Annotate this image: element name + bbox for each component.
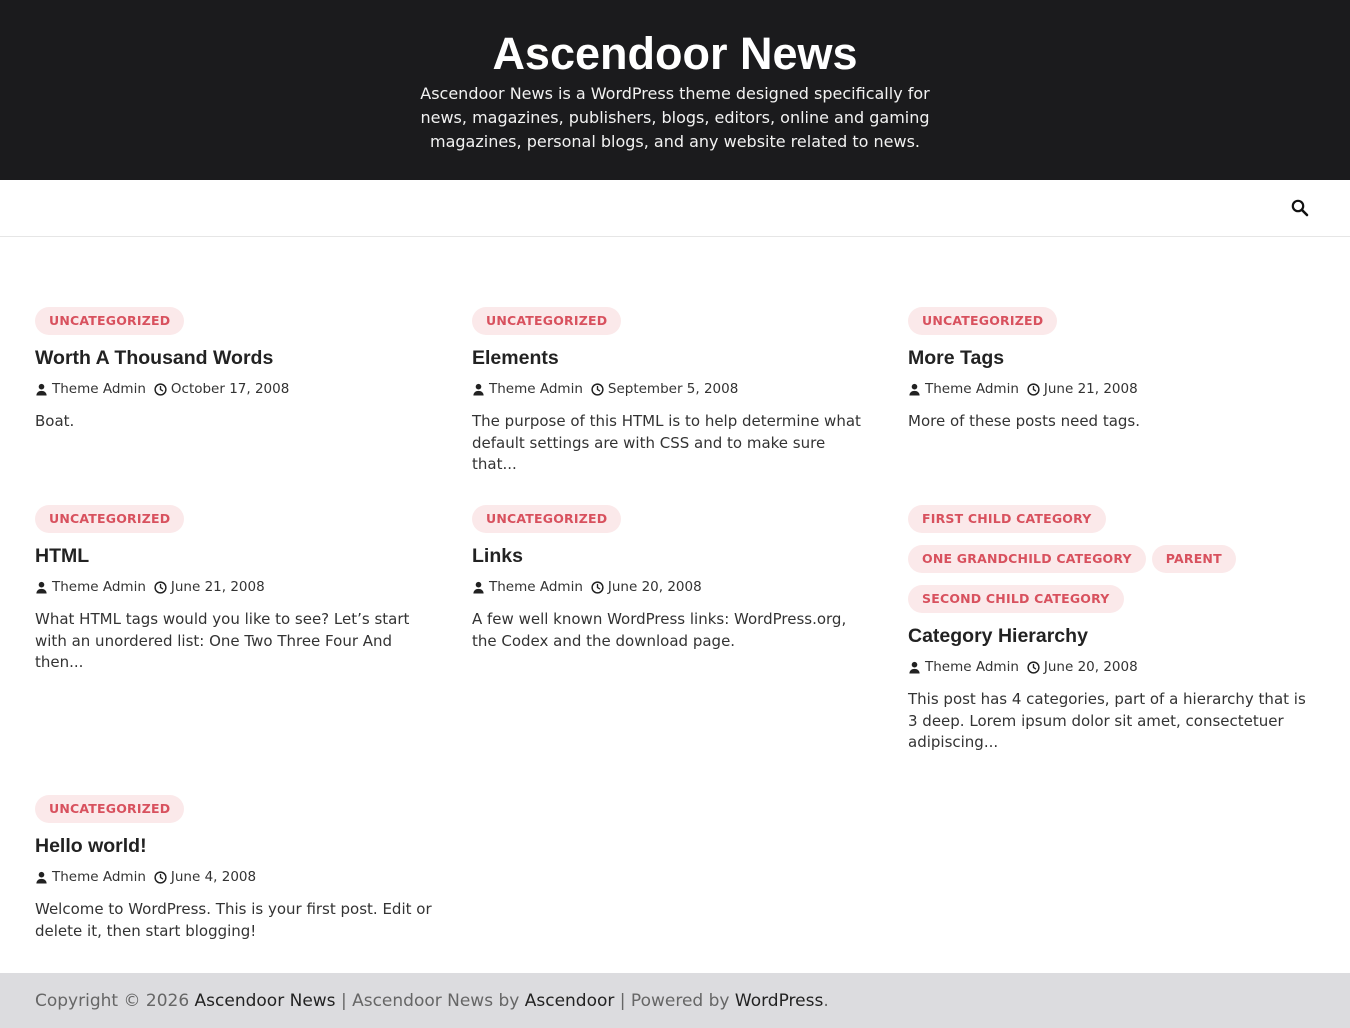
footer-author-link[interactable]: Ascendoor [524,990,615,1011]
site-title[interactable]: Ascendoor News [492,28,858,79]
footer-wordpress-link[interactable]: WordPress [734,990,824,1011]
post-card [472,505,874,652]
post-meta [908,381,1310,397]
clock-icon [154,383,167,396]
post-date: June 21, 2008 [170,579,265,595]
category-badge[interactable]: PARENT [1152,545,1236,573]
category-badge[interactable]: ONE GRANDCHILD CATEGORY [908,545,1146,573]
post-author-link[interactable] [472,579,583,595]
user-icon [35,871,48,884]
post-title[interactable]: More Tags [908,347,1005,369]
post-date-link[interactable] [154,579,265,595]
footer-site-link[interactable]: Ascendoor News [194,990,336,1011]
post-excerpt: Boat. [35,412,75,430]
post-excerpt: More of these posts need tags. [908,412,1141,430]
category-badge[interactable]: UNCATEGORIZED [908,307,1057,335]
post-title[interactable]: Hello world! [35,835,147,857]
primary-navigation [0,180,1350,237]
post-card [908,505,1310,754]
post-card [908,307,1310,433]
post-card [472,307,874,476]
post-categories [908,505,1310,619]
user-icon [908,661,921,674]
post-author-link[interactable] [35,869,146,885]
post-date-link[interactable] [1027,381,1138,397]
post-excerpt: Welcome to WordPress. This is your first post. Edit or delete it, then start blogging! [35,900,432,940]
post-author-link[interactable] [35,381,146,397]
post-card [35,795,437,942]
category-badge[interactable]: UNCATEGORIZED [35,307,184,335]
post-date: June 21, 2008 [1043,381,1138,397]
post-title[interactable]: HTML [35,545,90,567]
site-tagline: Ascendoor News is a WordPress theme designed specifically for news, magazines, publishers, blogs, editors, online and gaming magazines, personal blogs, and any website related to news. [420,84,930,151]
post-date: October 17, 2008 [170,381,290,397]
post-meta [35,381,437,397]
post-date-link[interactable] [591,579,702,595]
post-author: Theme Admin [489,579,583,595]
post-meta [472,579,874,595]
footer-separator: | Ascendoor News by [335,990,525,1011]
clock-icon [1027,661,1040,674]
post-author-link[interactable] [35,579,146,595]
post-excerpt: The purpose of this HTML is to help determine what default settings are with CSS and to make sure that... [472,412,861,473]
post-categories [472,505,874,539]
user-icon [35,383,48,396]
post-categories [35,795,437,829]
post-author-link[interactable] [908,659,1019,675]
post-title[interactable]: Category Hierarchy [908,625,1088,647]
site-footer [0,973,1350,1028]
post-excerpt: A few well known WordPress links: WordPress.org, the Codex and the download page. [472,610,847,650]
post-excerpt: This post has 4 categories, part of a hierarchy that is 3 deep. Lorem ipsum dolor sit amet, consectetuer adipiscing... [908,690,1306,751]
post-date-link[interactable] [591,381,738,397]
post-author: Theme Admin [52,381,146,397]
category-badge[interactable]: UNCATEGORIZED [35,795,184,823]
post-author-link[interactable] [472,381,583,397]
post-date: June 20, 2008 [607,579,702,595]
post-date: June 20, 2008 [1043,659,1138,675]
post-author: Theme Admin [925,659,1019,675]
clock-icon [154,581,167,594]
post-date: June 4, 2008 [170,869,257,885]
post-categories [35,505,437,539]
user-icon [908,383,921,396]
user-icon [35,581,48,594]
post-date-link[interactable] [1027,659,1138,675]
footer-copyright: Copyright © 2026 [35,990,195,1011]
post-title[interactable]: Links [472,545,523,567]
post-date-link[interactable] [154,869,256,885]
clock-icon [1027,383,1040,396]
post-author-link[interactable] [908,381,1019,397]
user-icon [472,383,485,396]
post-title[interactable]: Worth A Thousand Words [35,347,274,369]
footer-separator: | Powered by [614,990,735,1011]
clock-icon [154,871,167,884]
post-author: Theme Admin [52,869,146,885]
post-card [35,505,437,674]
post-excerpt: What HTML tags would you like to see? Let’s start with an unordered list: One Two Three Four And then... [35,610,410,671]
post-card [35,307,437,433]
post-author: Theme Admin [489,381,583,397]
clock-icon [591,581,604,594]
post-meta [35,869,437,885]
category-badge[interactable]: UNCATEGORIZED [472,505,621,533]
footer-end: . [823,990,829,1011]
site-header [0,0,1350,180]
post-categories [35,307,437,341]
user-icon [472,581,485,594]
post-meta [908,659,1310,675]
post-meta [472,381,874,397]
post-author: Theme Admin [925,381,1019,397]
posts-grid [0,237,1350,973]
category-badge[interactable]: UNCATEGORIZED [35,505,184,533]
post-categories [908,307,1310,341]
clock-icon [591,383,604,396]
post-title[interactable]: Elements [472,347,559,369]
search-icon[interactable] [1290,198,1310,218]
post-date-link[interactable] [154,381,289,397]
category-badge[interactable]: SECOND CHILD CATEGORY [908,585,1124,613]
post-author: Theme Admin [52,579,146,595]
post-date: September 5, 2008 [607,381,739,397]
post-meta [35,579,437,595]
category-badge[interactable]: UNCATEGORIZED [472,307,621,335]
post-categories [472,307,874,341]
category-badge[interactable]: FIRST CHILD CATEGORY [908,505,1106,533]
